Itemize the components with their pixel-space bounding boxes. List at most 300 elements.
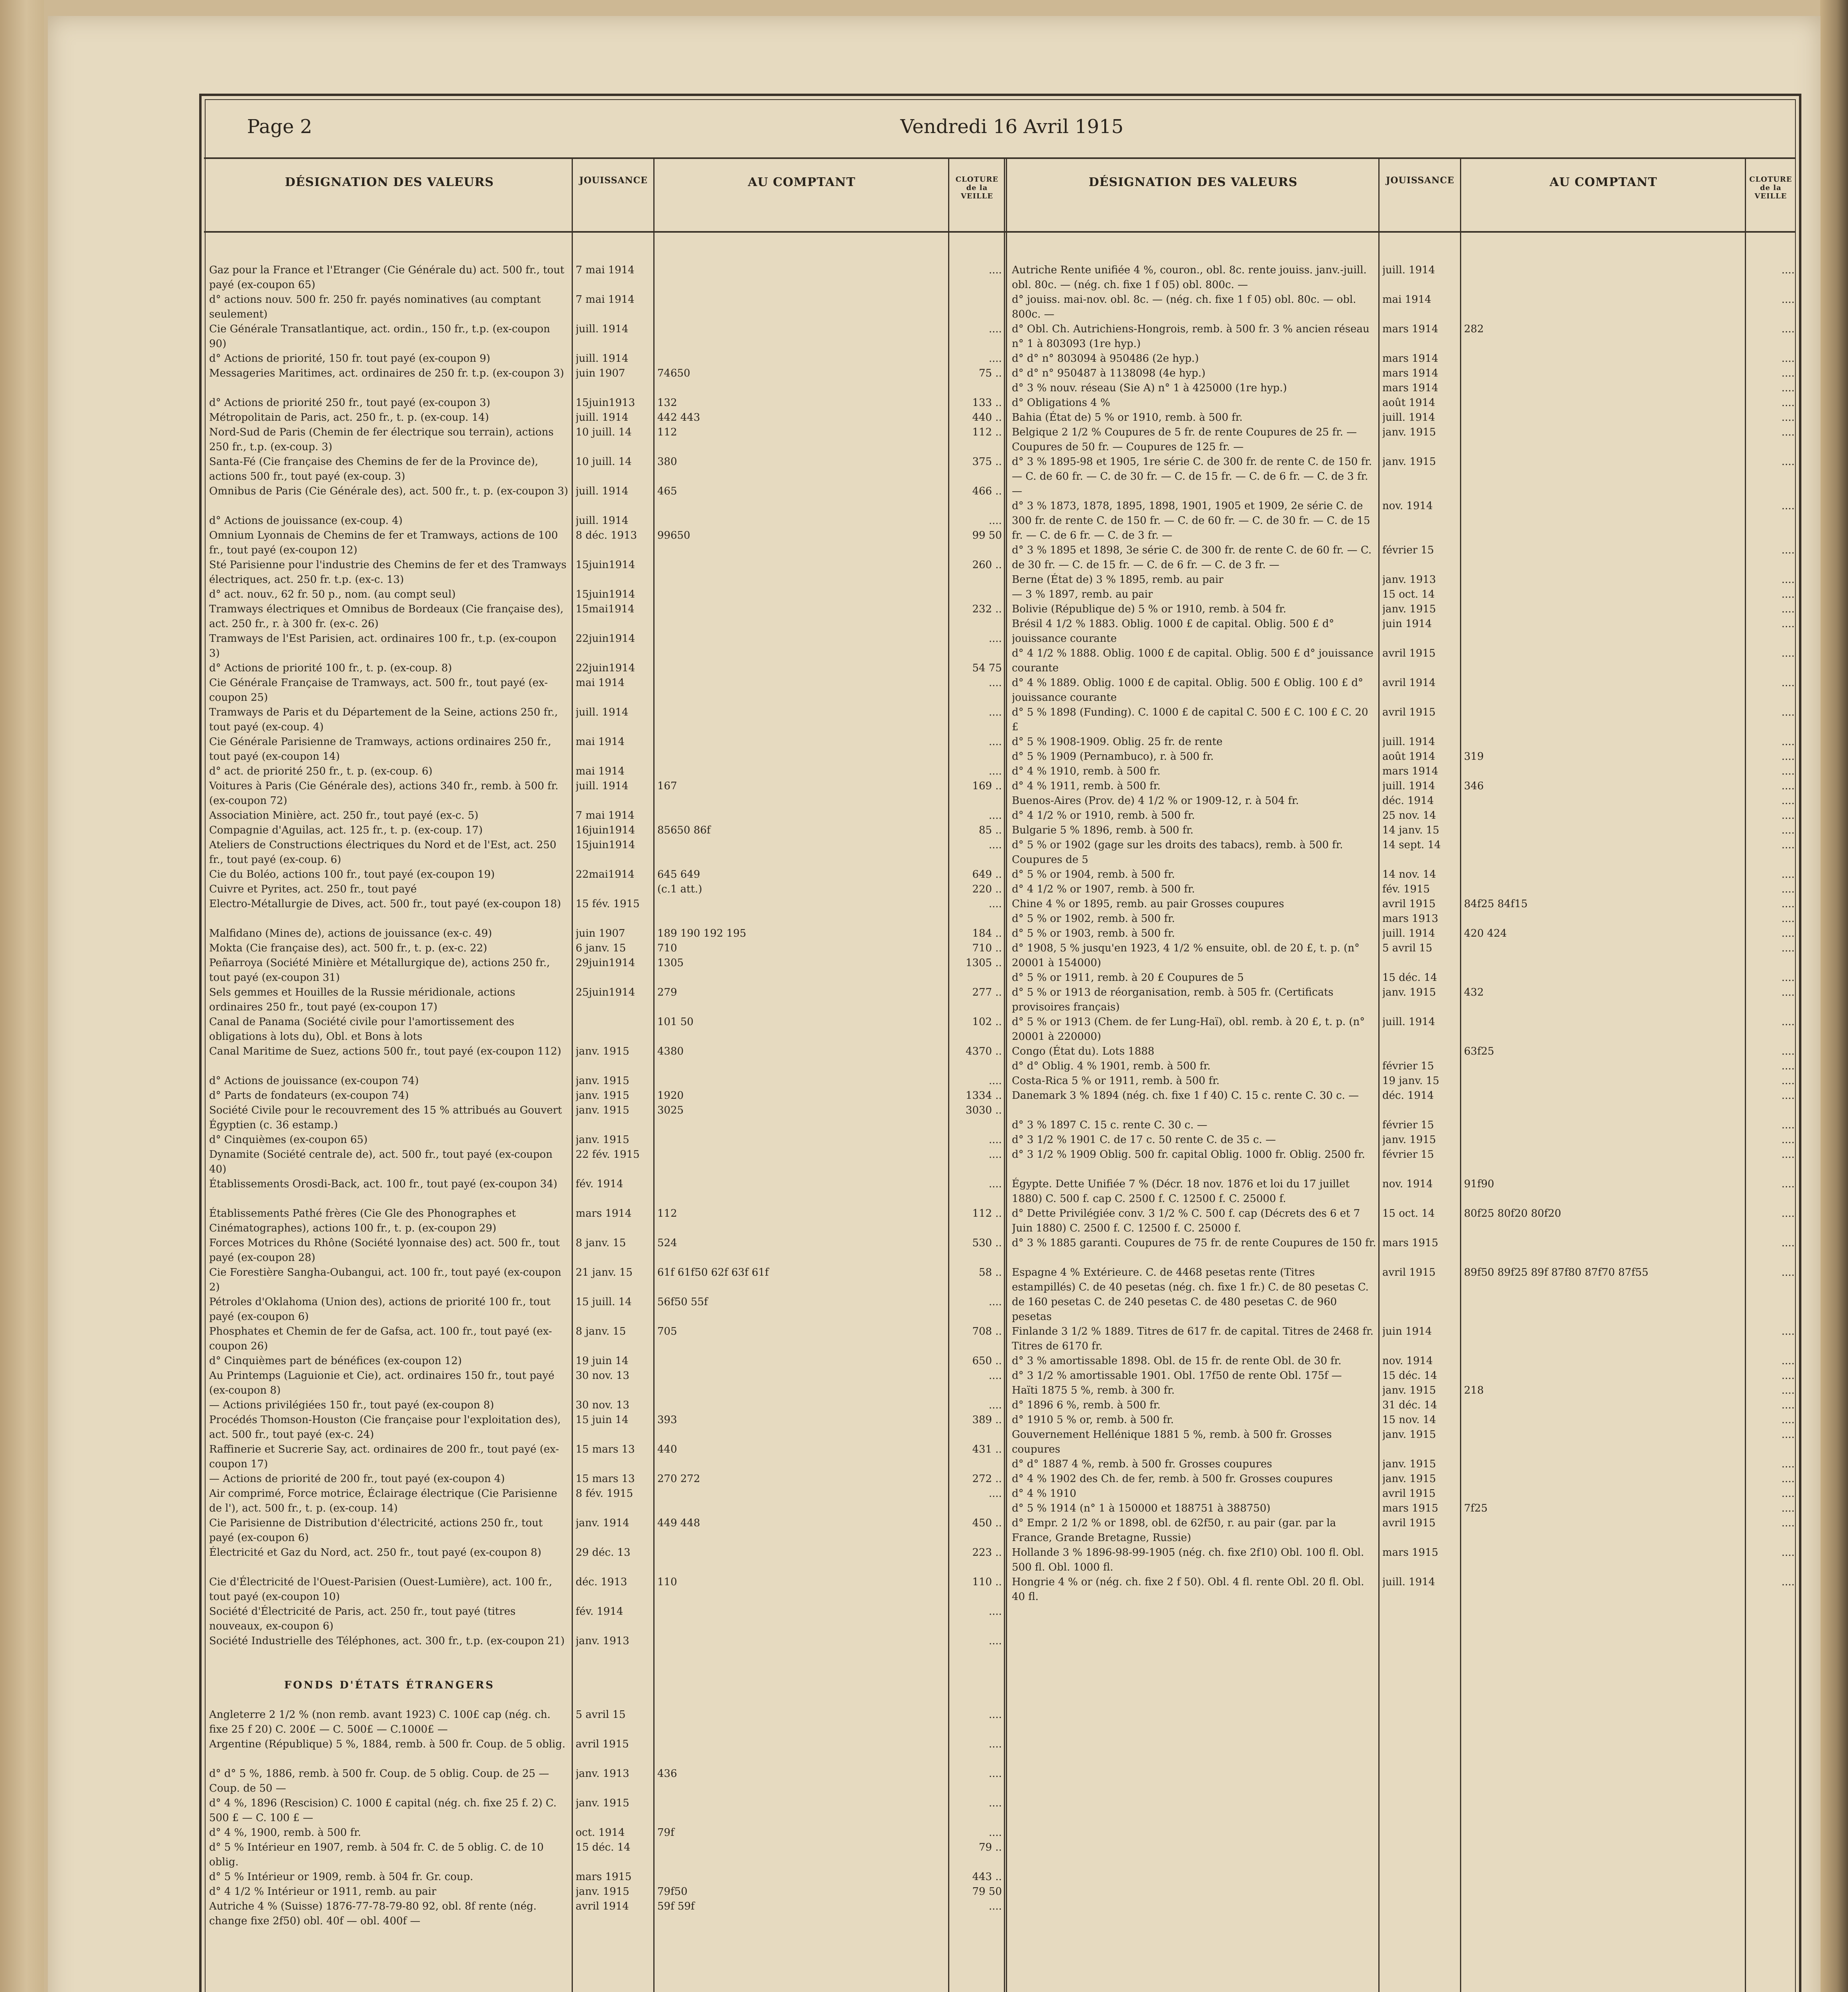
security-designation: d° jouiss. mai-nov. obl. 8c. — (nég. ch. fixe 1 f 05) obl. 80c. — obl. 800c. — — [1012, 294, 1356, 320]
previous-close: .... — [1781, 294, 1795, 306]
jouissance-date: 6 janv. 15 — [576, 942, 626, 954]
security-designation: Ateliers de Constructions électriques du Nord et de l'Est, act. 250 fr., tout payé (ex-coup. 6) — [209, 839, 557, 866]
cash-price: 442 443 — [657, 412, 700, 423]
security-designation: Sté Parisienne pour l'industrie des Chemins de fer et des Tramways électriques, act. 250 fr. t.p. (ex-c. 13) — [209, 559, 566, 586]
security-designation: d° 1896 6 %, remb. à 500 fr. — [1012, 1399, 1161, 1411]
previous-close: .... — [1781, 972, 1795, 984]
security-designation: Santa-Fé (Cie française des Chemins de fer de la Province de), actions 500 fr., tout payé (ex-coup. 3) — [209, 456, 539, 482]
security-designation: d° Cinquièmes part de bénéfices (ex-coupon 12) — [209, 1355, 462, 1367]
security-designation: d° Actions de priorité 250 fr., tout payé (ex-coupon 3) — [209, 397, 490, 409]
previous-close: .... — [988, 1738, 1002, 1750]
security-designation: Phosphates et Chemin de fer de Gafsa, act. 100 fr., tout payé (ex-coupon 26) — [209, 1325, 552, 1352]
security-designation: Malfidano (Mines de), actions de jouissance (ex-c. 49) — [209, 927, 492, 939]
left-comptant-column — [657, 263, 946, 1929]
security-designation: Tramways de l'Est Parisien, act. ordinaires 100 fr., t.p. (ex-coupon 3) — [209, 633, 557, 659]
previous-close: .... — [1781, 927, 1795, 939]
security-designation: Forces Motrices du Rhône (Société lyonnaise des) act. 500 fr., tout payé (ex-coupon 28) — [209, 1237, 560, 1264]
previous-close: 277 .. — [972, 986, 1002, 998]
col-sep-right-jouissance — [1378, 157, 1380, 1992]
book-edge — [0, 0, 44, 1992]
jouissance-date — [576, 1663, 651, 1708]
jouissance-date: mai 1914 — [1382, 294, 1431, 306]
security-designation: d° 4 % 1910 — [1012, 1488, 1076, 1500]
previous-close: .... — [1781, 1075, 1795, 1087]
previous-close: .... — [1781, 883, 1795, 895]
security-designation: Electro-Métallurgie de Dives, act. 500 fr., tout payé (ex-coupon 18) — [209, 898, 561, 910]
cash-price — [657, 1369, 946, 1398]
cash-price: 7f25 — [1464, 1502, 1488, 1514]
previous-close: .... — [1781, 765, 1795, 777]
jouissance-date: juill. 1914 — [576, 323, 629, 335]
cash-price — [657, 1870, 946, 1884]
header-top-rule — [204, 157, 1796, 159]
cash-price — [657, 1545, 946, 1575]
jouissance-date: janv. 1915 — [1382, 1134, 1436, 1146]
security-designation: d° Obligations 4 % — [1012, 397, 1110, 409]
cash-price: 524 — [657, 1237, 677, 1249]
jouissance-date: janv. 1913 — [1382, 574, 1436, 586]
security-designation: Établissements Orosdi-Back, act. 100 fr., tout payé (ex-coupon 34) — [209, 1178, 558, 1190]
cash-price: 449 448 — [657, 1517, 700, 1529]
col-sep-middle — [1004, 157, 1007, 1992]
col-sep-left-cloture — [948, 157, 949, 1992]
jouissance-date: 19 janv. 15 — [1382, 1075, 1439, 1087]
previous-close — [952, 1663, 1002, 1708]
previous-close: .... — [1781, 574, 1795, 586]
previous-close — [952, 292, 1002, 322]
previous-close: .... — [1781, 1384, 1795, 1396]
security-designation: d° 1910 5 % or, remb. à 500 fr. — [1012, 1414, 1174, 1426]
jouissance-date: 29juin1914 — [576, 957, 635, 969]
jouissance-date: 16juin1914 — [576, 824, 635, 836]
cash-price: 1920 — [657, 1090, 684, 1102]
security-designation: Gouvernement Hellénique 1881 5 %, remb. à 500 fr. Grosses coupures — [1012, 1429, 1332, 1455]
previous-close: .... — [1781, 1045, 1795, 1057]
security-designation: d° Obl. Ch. Autrichiens-Hongrois, remb. à 500 fr. 3 % ancien réseau n° 1 à 803093 (1re hyp.) — [1012, 323, 1370, 350]
previous-close: 650 .. — [972, 1355, 1002, 1367]
cash-price: 99650 — [657, 529, 690, 541]
jouissance-date: janv. 1915 — [1382, 1473, 1436, 1485]
previous-close: .... — [1781, 869, 1795, 880]
jouissance-date: 25 nov. 14 — [1382, 810, 1436, 822]
security-designation: Bulgarie 5 % 1896, remb. à 500 fr. — [1012, 824, 1193, 836]
previous-close: .... — [988, 1075, 1002, 1087]
header-designation-right: DÉSIGNATION DES VALEURS — [1088, 175, 1298, 189]
jouissance-date: mars 1914 — [1382, 353, 1438, 365]
cash-price — [1464, 867, 1743, 882]
security-designation: Association Minière, act. 250 fr., tout payé (ex-c. 5) — [209, 810, 478, 822]
previous-close: .... — [1781, 780, 1795, 792]
security-designation: Tramways de Paris et du Département de la Seine, actions 250 fr., tout payé (ex-coup. 4) — [209, 706, 558, 733]
previous-close: .... — [1781, 1267, 1795, 1278]
jouissance-date: 31 déc. 14 — [1382, 1399, 1437, 1411]
security-designation: d° act. de priorité 250 fr., t. p. (ex-coup. 6) — [209, 765, 433, 777]
jouissance-date: 15 déc. 14 — [1382, 1370, 1437, 1382]
jouissance-date — [576, 1015, 651, 1044]
previous-close: .... — [1781, 456, 1795, 468]
previous-close: .... — [1781, 323, 1795, 335]
page-date: Vendredi 16 Avril 1915 — [900, 116, 1124, 138]
col-sep-right-cloture — [1745, 157, 1746, 1992]
security-designation: — Actions privilégiées 150 fr., tout payé (ex-coupon 8) — [209, 1399, 494, 1411]
cash-price: 101 50 — [657, 1016, 694, 1028]
security-designation: d° 5 % or 1902, remb. à 500 fr. — [1012, 913, 1175, 925]
security-designation: Canal Maritime de Suez, actions 500 fr., tout payé (ex-coupon 112) — [209, 1045, 561, 1057]
cash-price — [1464, 794, 1743, 808]
cash-price: 89f50 89f25 89f 87f80 87f70 87f55 — [1464, 1267, 1648, 1278]
previous-close: 431 .. — [972, 1443, 1002, 1455]
previous-close: .... — [988, 1635, 1002, 1647]
cash-price — [657, 661, 946, 676]
previous-close: .... — [988, 515, 1002, 527]
header-cloture-right: CLOTURE de la VEILLE — [1749, 175, 1792, 200]
previous-close: .... — [1781, 1488, 1795, 1500]
jouissance-date: juill. 1914 — [576, 485, 629, 497]
security-designation: Air comprimé, Force motrice, Éclairage électrique (Cie Parisienne de l'), act. 500 fr., t. p. (ex-coup. 14) — [209, 1488, 557, 1514]
previous-close: .... — [1781, 1149, 1795, 1161]
previous-close: .... — [1781, 942, 1795, 954]
cash-price — [657, 1708, 946, 1737]
security-designation: d° 4 1/2 % or 1907, remb. à 500 fr. — [1012, 883, 1195, 895]
cash-price — [657, 558, 946, 587]
jouissance-date: juill. 1914 — [1382, 412, 1435, 423]
jouissance-date — [576, 882, 651, 897]
previous-close: .... — [988, 1768, 1002, 1780]
security-designation: d° Actions de priorité, 150 fr. tout payé (ex-coupon 9) — [209, 353, 490, 365]
previous-close: 272 .. — [972, 1473, 1002, 1485]
security-designation: Tramways électriques et Omnibus de Bordeaux (Cie française des), act. 250 fr., r. à 300 fr. (ex-c. 26) — [209, 603, 564, 630]
cash-price — [657, 322, 946, 351]
jouissance-date: mars 1914 — [1382, 367, 1438, 379]
jouissance-date: mars 1914 — [1382, 323, 1438, 335]
jouissance-date: avril 1915 — [1382, 1517, 1436, 1529]
cash-price — [1464, 1015, 1743, 1044]
jouissance-date: 22mai1914 — [576, 869, 635, 880]
previous-close: .... — [1781, 1547, 1795, 1559]
jouissance-date: 7 mai 1914 — [576, 264, 635, 276]
security-designation: Cie Forestière Sangha-Oubangui, act. 100 fr., tout payé (ex-coupon 2) — [209, 1267, 561, 1293]
jouissance-date: janv. 1915 — [1382, 986, 1436, 998]
jouissance-date: juill. 1914 — [1382, 736, 1435, 748]
cash-price — [1464, 1575, 1743, 1604]
previous-close: .... — [1781, 1414, 1795, 1426]
previous-close: .... — [988, 323, 1002, 335]
cash-price: 63f25 — [1464, 1045, 1494, 1057]
security-designation: d° d° Oblig. 4 % 1901, remb. à 500 fr. — [1012, 1060, 1211, 1072]
cash-price: 645 649 — [657, 869, 700, 880]
previous-close: .... — [1781, 1399, 1795, 1411]
cash-price: 189 190 192 195 — [657, 927, 747, 939]
previous-close: .... — [1781, 824, 1795, 836]
security-designation: Cie Parisienne de Distribution d'électricité, actions 250 fr., tout payé (ex-coupon 6) — [209, 1517, 543, 1544]
cash-price — [1464, 808, 1743, 823]
cash-price: 420 424 — [1464, 927, 1507, 939]
previous-close: .... — [988, 633, 1002, 645]
right-cloture-column — [1749, 263, 1795, 1604]
security-designation: Dynamite (Société centrale de), act. 500 fr., tout payé (ex-coupon 40) — [209, 1149, 553, 1175]
header-comptant-left: AU COMPTANT — [748, 175, 856, 189]
jouissance-date: janv. 1915 — [576, 1797, 629, 1809]
previous-close: 530 .. — [972, 1237, 1002, 1249]
jouissance-date: janv. 1913 — [576, 1768, 629, 1780]
cash-price: 465 — [657, 485, 677, 497]
previous-close: .... — [1781, 1325, 1795, 1337]
cash-price — [1464, 1147, 1743, 1177]
previous-close: .... — [988, 1709, 1002, 1721]
cash-price — [1464, 455, 1743, 499]
cash-price — [657, 1796, 946, 1825]
jouissance-date: avril 1915 — [1382, 1267, 1436, 1278]
jouissance-date: déc. 1914 — [1382, 795, 1434, 807]
security-designation: d° d° n° 950487 à 1138098 (4e hyp.) — [1012, 367, 1205, 379]
previous-close: .... — [988, 1606, 1002, 1618]
cash-price — [1464, 1324, 1743, 1354]
security-designation: d° 4 %, 1900, remb. à 500 fr. — [209, 1827, 361, 1839]
previous-close: .... — [1781, 1016, 1795, 1028]
cash-price: 436 — [657, 1768, 677, 1780]
jouissance-date: mai 1914 — [576, 677, 625, 689]
cash-price: 59f 59f — [657, 1900, 695, 1912]
jouissance-date: janv. 1915 — [576, 1134, 629, 1146]
cash-price: 432 — [1464, 986, 1484, 998]
jouissance-date: janv. 1915 — [1382, 426, 1436, 438]
cash-price — [1464, 971, 1743, 985]
previous-close: .... — [1781, 677, 1795, 689]
jouissance-date: juill. 1914 — [1382, 1576, 1435, 1588]
cash-price — [1464, 366, 1743, 381]
jouissance-date: 14 nov. 14 — [1382, 869, 1436, 880]
cash-price — [1464, 543, 1743, 573]
security-designation: Bahia (État de) 5 % or 1910, remb. à 500 fr. — [1012, 412, 1243, 423]
jouissance-date: 15mai1914 — [576, 603, 635, 615]
cash-price — [657, 602, 946, 631]
security-designation: Brésil 4 1/2 % 1883. Oblig. 1000 £ de capital. Oblig. 500 £ d° jouissance courante — [1012, 618, 1334, 645]
cash-price: 110 — [657, 1576, 677, 1588]
jouissance-date: mars 1914 — [576, 1208, 632, 1220]
security-designation: Angleterre 2 1/2 % (non remb. avant 1923) C. 100£ cap (nég. ch. fixe 25 f 20) C. 200£ — C. 500£ — C.1000£ — — [209, 1709, 551, 1735]
section-heading: FONDS D'ÉTATS ÉTRANGERS — [284, 1679, 495, 1691]
security-designation: d° 4 %, 1896 (Rescision) C. 1000 £ capital (nég. ch. fixe 25 f. 2) C. 500 £ — C. 100 £ — — [209, 1797, 557, 1824]
previous-close: .... — [1781, 1502, 1795, 1514]
cash-price: 380 — [657, 456, 677, 468]
previous-close: 389 .. — [972, 1414, 1002, 1426]
jouissance-date: 22 fév. 1915 — [576, 1149, 640, 1161]
security-designation: d° 1908, 5 % jusqu'en 1923, 4 1/2 % ensuite, obl. de 20 £, t. p. (n° 20001 à 154000) — [1012, 942, 1360, 969]
previous-close: .... — [988, 898, 1002, 910]
header-jouissance-right: JOUISSANCE — [1386, 175, 1454, 186]
col-sep-left-comptant — [653, 157, 655, 1992]
cash-price — [1464, 764, 1743, 779]
previous-close: .... — [988, 736, 1002, 748]
security-designation: d° Cinquièmes (ex-coupon 65) — [209, 1134, 368, 1146]
security-designation: Bolivie (République de) 5 % or 1910, remb. à 504 fr. — [1012, 603, 1286, 615]
cash-price: 393 — [657, 1414, 677, 1426]
security-designation: Électricité et Gaz du Nord, act. 250 fr., tout payé (ex-coupon 8) — [209, 1547, 541, 1559]
cash-price — [1464, 1427, 1743, 1457]
jouissance-date: février 15 — [1382, 544, 1434, 556]
security-designation: d° Empr. 2 1/2 % or 1898, obl. de 62f50, r. au pair (gar. par la France, Grande Bretagne, Russie) — [1012, 1517, 1336, 1544]
cash-price: 79f — [657, 1827, 674, 1839]
previous-close: .... — [1781, 1355, 1795, 1367]
security-designation: Buenos-Aires (Prov. de) 4 1/2 % or 1909-12, r. à 504 fr. — [1012, 795, 1299, 807]
security-designation: d° Actions de priorité 100 fr., t. p. (ex-coup. 8) — [209, 662, 452, 674]
cash-price: 132 — [657, 397, 677, 409]
cash-price — [1464, 1369, 1743, 1383]
right-jouissance-column — [1382, 263, 1458, 1604]
jouissance-date: 15juin1913 — [576, 397, 635, 409]
previous-close: 450 .. — [972, 1517, 1002, 1529]
jouissance-date: janv. 1915 — [1382, 603, 1436, 615]
jouissance-date: avril 1915 — [1382, 706, 1436, 718]
previous-close: .... — [1781, 706, 1795, 718]
previous-close: .... — [988, 264, 1002, 276]
jouissance-date: février 15 — [1382, 1060, 1434, 1072]
header-jouissance-left: JOUISSANCE — [579, 175, 648, 186]
cash-price: 56f50 55f — [657, 1296, 708, 1308]
jouissance-date: janv. 1915 — [576, 1104, 629, 1116]
previous-close: .... — [1781, 426, 1795, 438]
jouissance-date: 15 oct. 14 — [1382, 1208, 1435, 1220]
security-designation: Cie Générale Française de Tramways, act. 500 fr., tout payé (ex-coupon 25) — [209, 677, 548, 704]
col-sep-left-jouissance — [572, 157, 573, 1992]
previous-close: 85 .. — [979, 824, 1002, 836]
previous-close: .... — [1781, 1576, 1795, 1588]
cash-price: 61f 61f50 62f 63f 61f — [657, 1267, 769, 1278]
cash-price — [1464, 1133, 1743, 1147]
previous-close: 3030 .. — [966, 1104, 1002, 1116]
security-designation: Égypte. Dette Unifiée 7 % (Décr. 18 nov. 1876 et loi du 17 juillet 1880) C. 500 f. cap C. 2500 f. C. 12500 f. C. 25000 f. — [1012, 1178, 1350, 1205]
security-designation: Établissements Pathé frères (Cie Gle des Phonographes et Cinématographes), actions 100 fr., t. p. (ex-coupon 29) — [209, 1208, 516, 1234]
jouissance-date: 14 janv. 15 — [1382, 824, 1439, 836]
jouissance-date: 30 nov. 13 — [576, 1370, 629, 1382]
previous-close: .... — [988, 677, 1002, 689]
jouissance-date: 25juin1914 — [576, 986, 635, 998]
cash-price: 85650 86f — [657, 824, 711, 836]
jouissance-date: 8 janv. 15 — [576, 1325, 626, 1337]
jouissance-date: mai 1914 — [576, 765, 625, 777]
cash-price — [1464, 705, 1743, 735]
previous-close: .... — [1781, 1060, 1795, 1072]
jouissance-date: juin 1914 — [1382, 618, 1432, 630]
jouissance-date: juin 1907 — [576, 927, 625, 939]
security-designation: Argentine (République) 5 %, 1884, remb. à 500 fr. Coup. de 5 oblig. — [209, 1738, 566, 1750]
cash-price — [1464, 1516, 1743, 1545]
jouissance-date: mars 1914 — [1382, 382, 1438, 394]
security-designation: d° 5 % or 1904, remb. à 500 fr. — [1012, 869, 1175, 880]
cash-price: 270 272 — [657, 1473, 700, 1485]
cash-price — [1464, 1545, 1743, 1575]
cash-price — [657, 1634, 946, 1663]
cash-price — [657, 897, 946, 926]
jouissance-date: fév. 1915 — [1382, 883, 1430, 895]
jouissance-date: 22juin1914 — [576, 662, 635, 674]
cash-price — [1464, 425, 1743, 455]
jouissance-date: déc. 1914 — [1382, 1090, 1434, 1102]
previous-close: 102 .. — [972, 1016, 1002, 1028]
right-comptant-column — [1464, 263, 1743, 1604]
cash-price — [1464, 602, 1743, 617]
cash-price — [1464, 1472, 1743, 1486]
security-designation: Cie Générale Parisienne de Tramways, actions ordinaires 250 fr., tout payé (ex-coupon 14) — [209, 736, 551, 763]
cash-price — [1464, 351, 1743, 366]
cash-price: 218 — [1464, 1384, 1484, 1396]
security-designation: d° 5 % 1898 (Funding). C. 1000 £ de capital C. 500 £ C. 100 £ C. 20 £ — [1012, 706, 1368, 733]
security-designation: d° 4 % 1910, remb. à 500 fr. — [1012, 765, 1161, 777]
security-designation: d° Actions de jouissance (ex-coup. 4) — [209, 515, 403, 527]
previous-close: .... — [1781, 913, 1795, 925]
jouissance-date: avril 1914 — [1382, 677, 1436, 689]
security-designation: d° 4 1/2 % or 1910, remb. à 500 fr. — [1012, 810, 1195, 822]
security-designation: d° 3 % amortissable 1898. Obl. de 15 fr. de rente Obl. de 30 fr. — [1012, 1355, 1342, 1367]
security-designation: — Actions de priorité de 200 fr., tout payé (ex-coupon 4) — [209, 1473, 505, 1485]
cash-price — [657, 1486, 946, 1516]
cash-price — [657, 1840, 946, 1870]
cash-price — [1464, 1457, 1743, 1472]
jouissance-date: oct. 1914 — [576, 1827, 625, 1839]
jouissance-date: février 15 — [1382, 1149, 1434, 1161]
jouissance-date: 8 fév. 1915 — [576, 1488, 633, 1500]
cash-price — [657, 735, 946, 764]
cash-price — [657, 808, 946, 823]
cash-price: 84f25 84f15 — [1464, 898, 1528, 910]
previous-close: .... — [988, 706, 1002, 718]
cash-price — [1464, 1118, 1743, 1133]
jouissance-date: 22juin1914 — [576, 633, 635, 645]
security-designation: Belgique 2 1/2 % Coupures de 5 fr. de rente Coupures de 25 fr. — Coupures de 50 fr. — Coupures de 125 fr. — — [1012, 426, 1357, 453]
previous-close: 112 .. — [972, 426, 1002, 438]
security-designation: Espagne 4 % Extérieure. C. de 4468 pesetas rente (Titres estampillés) C. de 40 pesetas (nég. ch. fixe 1 fr.) C. de 80 pesetas C. de 160 pesetas C. de 240 pesetas C. de 480 pesetas C. de 960 pesetas — [1012, 1267, 1369, 1323]
jouissance-date: janv. 1915 — [1382, 1429, 1436, 1441]
security-designation: d° 5 % or 1911, remb. à 20 £ Coupures de 5 — [1012, 972, 1244, 984]
security-designation: d° 3 % 1895-98 et 1905, 1re série C. de 300 fr. de rente C. de 150 fr. — C. de 60 fr. — C. de 30 fr. — C. de 15 fr. — C. de 6 fr. — C. de 3 fr. — — [1012, 456, 1372, 497]
jouissance-date: 8 janv. 15 — [576, 1237, 626, 1249]
jouissance-date: juin 1914 — [1382, 1325, 1432, 1337]
cash-price — [1464, 263, 1743, 292]
jouissance-date: mars 1915 — [1382, 1547, 1438, 1559]
cash-price — [1464, 573, 1743, 587]
previous-close: 58 .. — [979, 1267, 1002, 1278]
security-designation: d° 4 1/2 % 1888. Oblig. 1000 £ de capital. Oblig. 500 £ d° jouissance courante — [1012, 647, 1374, 674]
security-designation: Raffinerie et Sucrerie Say, act. ordinaires de 200 fr., tout payé (ex-coupon 17) — [209, 1443, 559, 1470]
security-designation: d° 3 1/2 % 1901 C. de 17 c. 50 rente C. de 35 c. — — [1012, 1134, 1276, 1146]
cash-price: 4380 — [657, 1045, 684, 1057]
security-designation: d° 5 % or 1903, remb. à 500 fr. — [1012, 927, 1175, 939]
security-designation: d° 3 1/2 % amortissable 1901. Obl. 17f50 de rente Obl. 175f — — [1012, 1370, 1342, 1382]
left-cloture-column — [952, 263, 1002, 1929]
previous-close: .... — [1781, 1370, 1795, 1382]
cash-price — [1464, 1398, 1743, 1413]
jouissance-date: nov. 1914 — [1382, 500, 1433, 512]
previous-close: .... — [988, 1370, 1002, 1382]
previous-close: 1334 .. — [966, 1090, 1002, 1102]
cash-price — [1464, 882, 1743, 897]
jouissance-date: nov. 1914 — [1382, 1355, 1433, 1367]
previous-close: .... — [1781, 1208, 1795, 1220]
cash-price — [657, 1737, 946, 1767]
cash-price: 710 — [657, 942, 677, 954]
cash-price — [1464, 1486, 1743, 1501]
cash-price — [1464, 396, 1743, 410]
previous-close — [952, 587, 1002, 602]
cash-price — [1464, 1088, 1743, 1118]
security-designation: Congo (État du). Lots 1888 — [1012, 1045, 1154, 1057]
security-designation: d° 5 % 1909 (Pernambuco), r. à 500 fr. — [1012, 751, 1214, 763]
cash-price — [1464, 617, 1743, 646]
cash-price — [1464, 499, 1743, 543]
security-designation: Nord-Sud de Paris (Chemin de fer électrique sou terrain), actions 250 fr., t.p. (ex-coup. 3) — [209, 426, 554, 453]
jouissance-date: 21 janv. 15 — [576, 1267, 633, 1278]
cash-price — [657, 1398, 946, 1413]
